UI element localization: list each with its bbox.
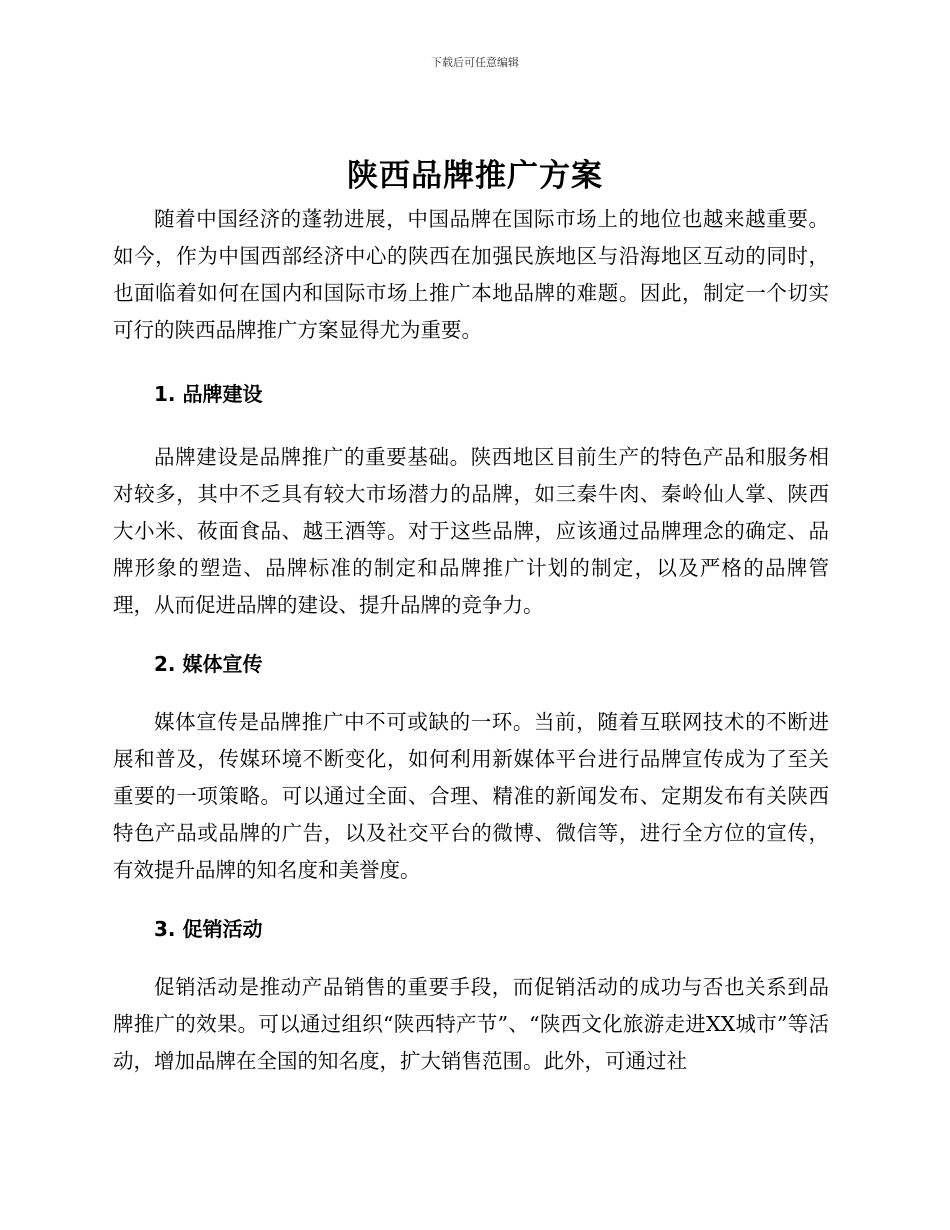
- section-body-brand-building: 品牌建设是品牌推广的重要基础。陕西地区目前生产的特色产品和服务相对较多，其中不乏具有较大市场潜力的品牌，如三秦牛肉、秦岭仙人掌、陕西大小米、莜面食品、越王酒等。对于这些品牌，应该通过品牌理念的确定、品牌形象的塑造、品牌标准的制定和品牌推广计划的制定，以及严格的品牌管理，从而促进品牌的建设、提升品牌的竞争力。: [113, 445, 829, 617]
- section-body-media-promotion: 媒体宣传是品牌推广中不可或缺的一环。当前，随着互联网技术的不断进展和普及，传媒环境不断变化，如何利用新媒体平台进行品牌宣传成为了至关重要的一项策略。可以通过全面、合理、精准的新闻发布、定期发布有关陕西特色产品或品牌的广告，以及社交平台的微博、微信等，进行全方位的宣传，有效提升品牌的知名度和美誉度。: [113, 710, 829, 882]
- section-heading-media-promotion: 2. 媒体宣传: [154, 652, 263, 676]
- section-heading-promotional-activities: 3. 促销活动: [154, 917, 263, 941]
- intro-paragraph: 随着中国经济的蓬勃进展，中国品牌在国际市场上的地位也越来越重要。如今，作为中国西部经济中心的陕西在加强民族地区与沿海地区互动的同时，也面临着如何在国内和国际市场上推广本地品牌的难题。因此，制定一个切实可行的陕西品牌推广方案显得尤为重要。: [113, 207, 829, 342]
- document-title: 陕西品牌推广方案: [347, 158, 603, 194]
- page-header-note: 下载后可任意编辑: [431, 56, 519, 69]
- section-body-promotional-activities: 促销活动是推动产品销售的重要手段，而促销活动的成功与否也关系到品牌推广的效果。可以通过组织“陕西特产节”、“陕西文化旅游走进XX城市”等活动，增加品牌在全国的知名度，扩大销售范围。此外，可通过社: [113, 975, 829, 1073]
- document-body: [113, 201, 829, 1080]
- section-heading-brand-building: 1. 品牌建设: [154, 382, 263, 406]
